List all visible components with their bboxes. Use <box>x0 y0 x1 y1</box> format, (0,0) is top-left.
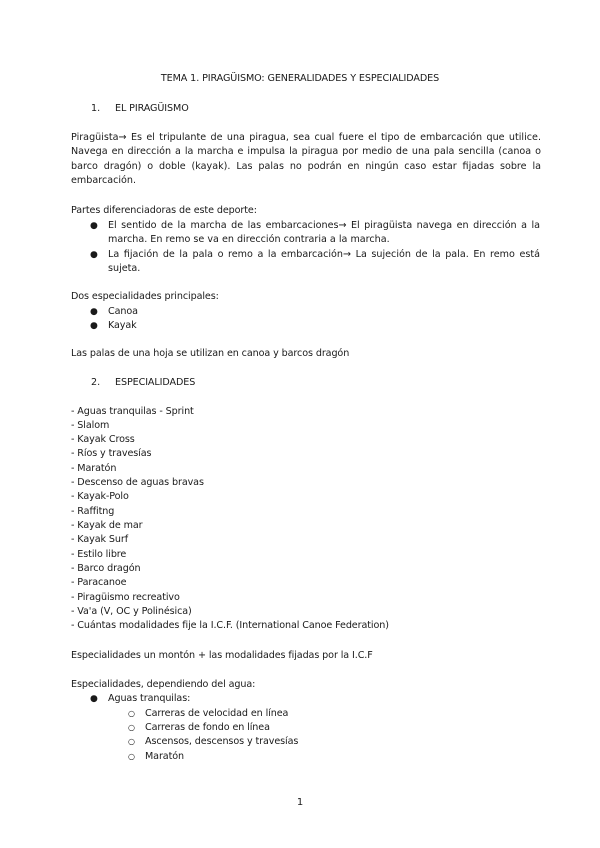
part-item-2: La fijación de la pala o remo a la embarcación→ La sujeción de la pala. En remo está sujeta. <box>108 249 540 275</box>
section-1-heading: EL PIRAGÜISMO <box>115 103 189 114</box>
specialty-list-item: - Estilo libre <box>71 549 127 560</box>
specialty-list-item: - Descenso de aguas bravas <box>71 477 204 488</box>
specialty-list-item: - Aguas tranquilas - Sprint <box>71 406 194 417</box>
water-sub-item: Maratón <box>145 751 184 762</box>
circle-bullet: ○ <box>128 723 135 732</box>
bullet-dot: ● <box>90 221 98 231</box>
bullet-dot: ● <box>90 250 98 260</box>
bullet-dot: ● <box>90 321 98 331</box>
specialty-item-2: Kayak <box>108 320 137 331</box>
piraguista-definition: Piragüista→ Es el tripulante de una piragua, sea cual fuere el tipo de embarcación que utilice. Navega en dirección a la marcha e impulsa la piragua por medio de una pala sencilla (canoa o barco dragón) o doble (kayak). Las palas no podrán en ningún caso estar fijadas sobre la embarcación. <box>71 132 541 187</box>
specialty-list-item: - Raffitng <box>71 506 115 517</box>
water-sub-item: Ascensos, descensos y travesías <box>145 736 299 747</box>
specialty-list-item: - Paracanoe <box>71 577 127 588</box>
page-title: TEMA 1. PIRAGÜISMO: GENERALIDADES Y ESPECIALIDADES <box>160 73 440 84</box>
specialty-list-item: - Maratón <box>71 463 117 474</box>
specialty-list-item: - Kayak de mar <box>71 520 143 531</box>
water-sub-item: Carreras de fondo en línea <box>145 722 270 733</box>
specialty-list-item: - Cuántas modalidades fije la I.C.F. (International Canoe Federation) <box>71 620 389 631</box>
water-intro: Especialidades, dependiendo del agua: <box>71 679 256 690</box>
circle-bullet: ○ <box>128 737 135 746</box>
specialty-list-item: - Piragüismo recreativo <box>71 592 180 603</box>
water-sub-item: Carreras de velocidad en línea <box>145 708 289 719</box>
specialty-list-item: - Barco dragón <box>71 563 141 574</box>
bullet-dot: ● <box>90 307 98 317</box>
section-2-number: 2. <box>91 377 101 388</box>
bullet-dot: ● <box>90 694 98 704</box>
specialty-list-item: - Va'a (V, OC y Polinésica) <box>71 606 192 617</box>
specialty-list-item: - Ríos y travesías <box>71 448 152 459</box>
specialties-intro: Dos especialidades principales: <box>71 291 219 302</box>
specialty-item-1: Canoa <box>108 306 138 317</box>
page-number: 1 <box>296 797 304 808</box>
specialty-list-item: - Kayak-Polo <box>71 491 129 502</box>
specialties-note: Especialidades un montón + las modalidades fijadas por la I.C.F <box>71 650 373 661</box>
section-2-heading: ESPECIALIDADES <box>115 377 196 388</box>
part-item-1: El sentido de la marcha de las embarcaciones→ El piragüista navega en dirección a la marcha. En remo se va en dirección contraria a la marcha. <box>108 220 540 246</box>
water-category: Aguas tranquilas: <box>108 693 191 704</box>
specialty-list-item: - Kayak Surf <box>71 534 128 545</box>
specialty-list-item: - Slalom <box>71 420 110 431</box>
specialty-list-item: - Kayak Cross <box>71 434 135 445</box>
single-blade-note: Las palas de una hoja se utilizan en canoa y barcos dragón <box>71 348 350 359</box>
circle-bullet: ○ <box>128 752 135 761</box>
parts-intro: Partes diferenciadoras de este deporte: <box>71 205 257 216</box>
circle-bullet: ○ <box>128 709 135 718</box>
section-1-number: 1. <box>91 103 101 114</box>
